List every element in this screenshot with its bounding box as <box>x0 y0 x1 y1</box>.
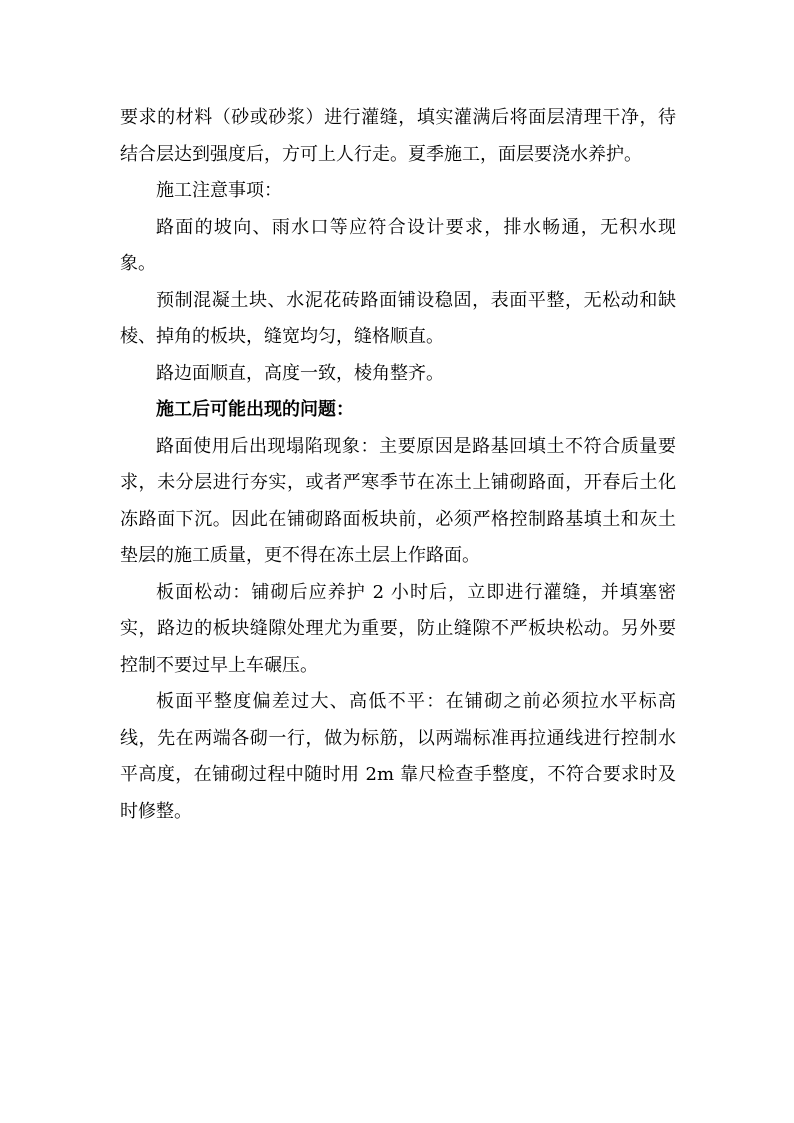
document-body <box>120 100 676 830</box>
heading-possible-problems: 施工后可能出现的问题： <box>156 399 354 420</box>
paragraph-road-edge: 路边面顺直，高度一致，棱角整齐。 <box>156 362 444 384</box>
heading-construction-notes: 施工注意事项： <box>156 180 282 201</box>
paragraph-subsidence: 路面使用后出现塌陷现象：主要原因是路基回填土不符合质量要求，未分层进行夯实，或者严寒季节在冻土上铺砌路面，开春后土化冻路面下沉。因此在铺砌路面板块前，必须严格控制路基填土和灰土垫层的施工质量，更不得在冻土层上作路面。 <box>120 435 676 566</box>
paragraph-grouting-continuation: 要求的材料（砂或砂浆）进行灌缝，填实灌满后将面层清理干净，待结合层达到强度后，方可上人行走。夏季施工，面层要浇水养护。 <box>120 107 676 165</box>
paragraph-flatness-deviation: 板面平整度偏差过大、高低不平：在铺砌之前必须拉水平标高线，先在两端各砌一行，做为标筋，以两端标准再拉通线进行控制水平高度，在铺砌过程中随时用 2m 靠尺检查手整度，不符合要求时及时修整。 <box>120 691 676 822</box>
paragraph-precast-blocks: 预制混凝土块、水泥花砖路面铺设稳固，表面平整，无松动和缺棱、掉角的板块，缝宽均匀，缝格顺直。 <box>120 289 676 347</box>
paragraph-slope-drainage: 路面的坡向、雨水口等应符合设计要求，排水畅通，无积水现象。 <box>120 216 676 274</box>
paragraph-loose-slabs: 板面松动：铺砌后应养护 2 小时后，立即进行灌缝，并填塞密实，路边的板块缝隙处理尤为重要，防止缝隙不严板块松动。另外要控制不要过早上车碾压。 <box>120 581 676 676</box>
